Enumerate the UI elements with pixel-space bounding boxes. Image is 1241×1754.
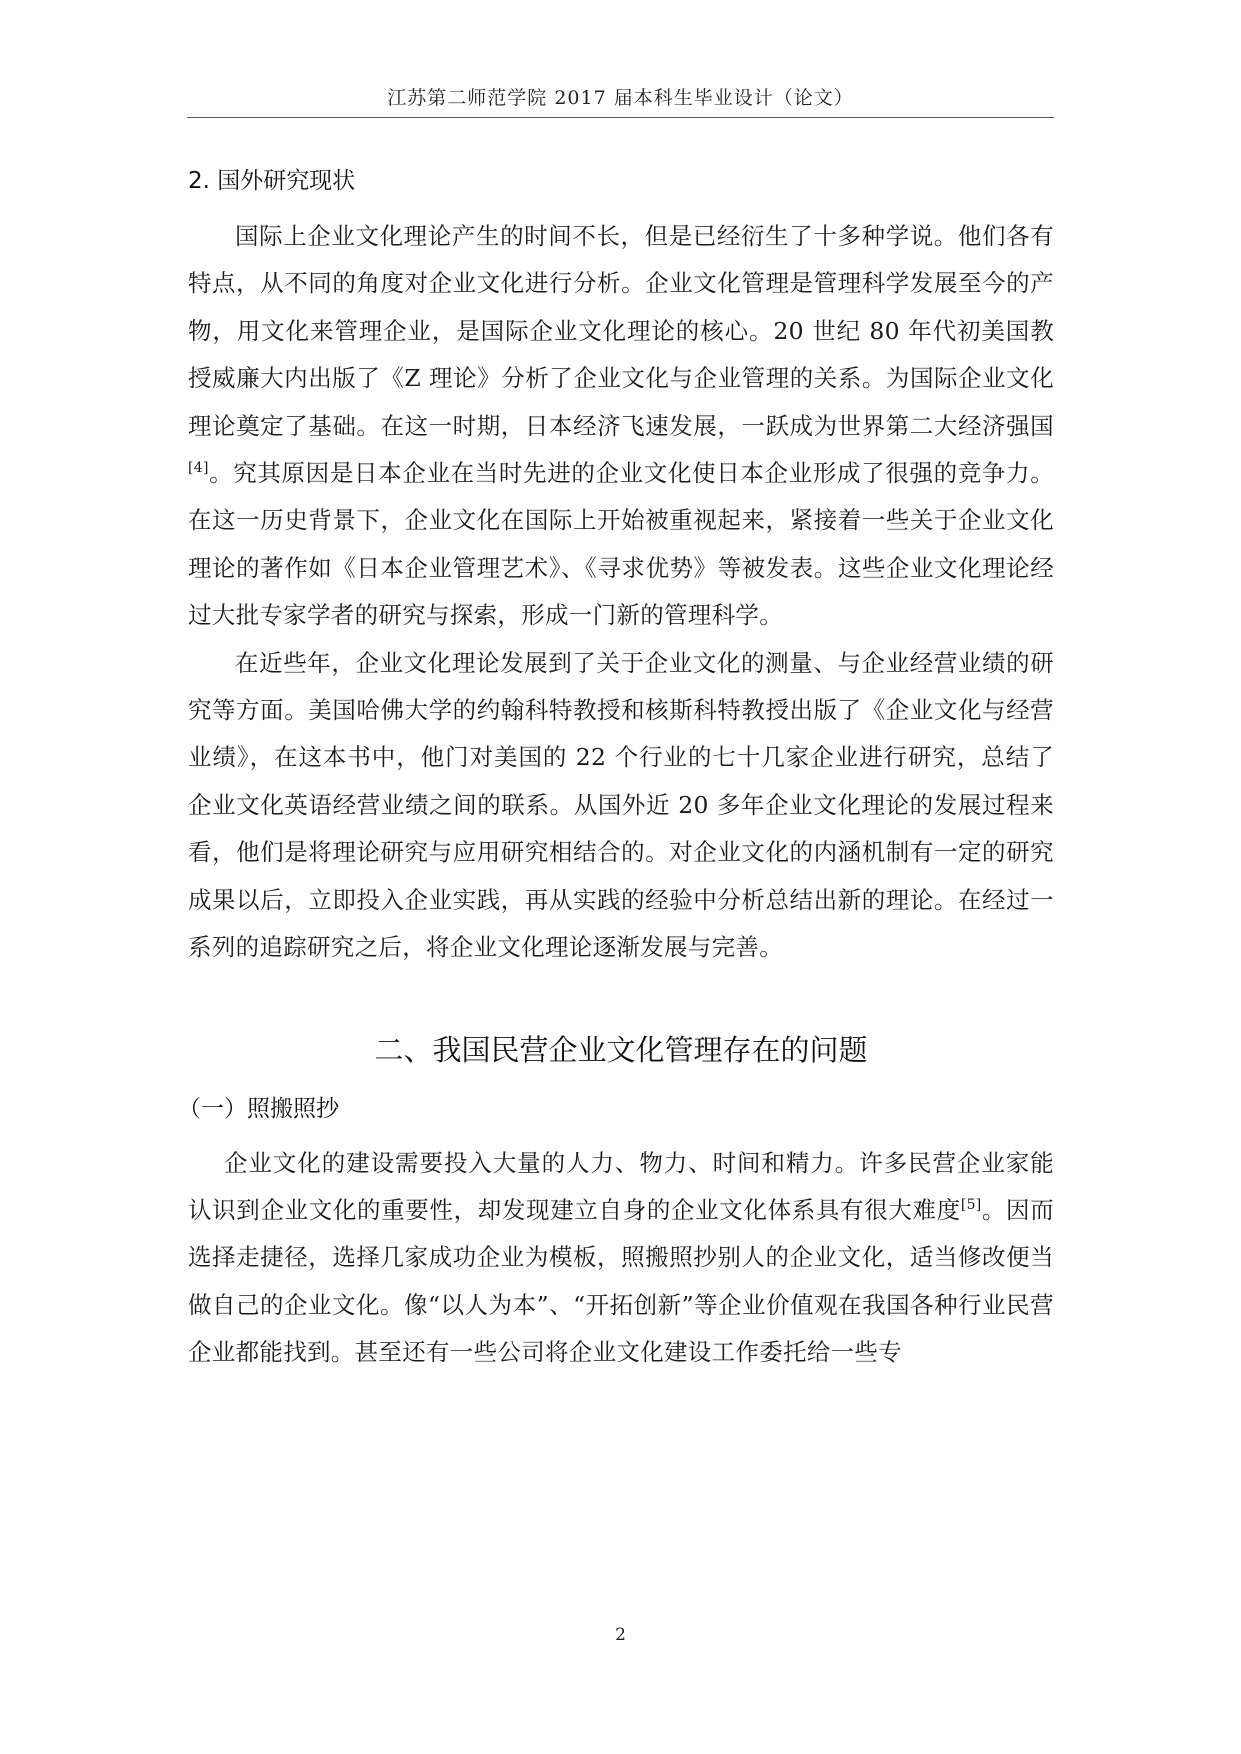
paragraph-foreign-2: 在近些年，企业文化理论发展到了关于企业文化的测量、与企业经营业绩的研究等方面。美国哈佛大学的约翰科特教授和核斯科特教授出版了《企业文化与经营业绩》，在这本书中，他门对美国的 22 个行业的七十几家企业进行研究，总结了企业文化英语经营业绩之间的联系。从国外近 20 多年企业文化理论的发展过程来看，他们是将理论研究与应用研究相结合的。对企业文化的内涵机制有一定的研究成果以后，立即投入企业实践，再从实践的经验中分析总结出新的理论。在经过一系列的追踪研究之后，将企业文化理论逐渐发展与完善。 (188, 648, 1054, 962)
paragraph-text: 。究其原因是日本企业在当时先进的企业文化使日本企业形成了很强的竞争力。在这一历史背景下，企业文化在国际上开始被重视起来，紧接着一些关于企业文化理论的著作如《日本企业管理艺术》、《寻求优势》等被发表。这些企业文化理论经过大批专家学者的研究与探索，形成一门新的管理科学。 (188, 459, 1054, 630)
chapter-title: 二、我国民营企业文化管理存在的问题 (374, 1032, 868, 1067)
section-heading-copying: （一）照搬照抄 (178, 1095, 339, 1122)
page-content (178, 165, 1054, 1377)
paragraph-text: 。因而选择走捷径，选择几家成功企业为模板，照搬照抄别人的企业文化，适当修改便当做自己的企业文化。像“以人为本”、“开拓创新”等企业价值观在我国各种行业民营企业都能找到。甚至还有一些公司将企业文化建设工作委托给一些专 (188, 1195, 1054, 1367)
paragraph-copying-1 (188, 1140, 1054, 1377)
citation-ref: [5] (960, 1197, 982, 1214)
page-number: 2 (615, 1625, 626, 1645)
paragraph-foreign-1 (188, 213, 1054, 640)
header-divider (187, 117, 1054, 118)
section-heading-foreign-research: 2. 国外研究现状 (188, 168, 356, 194)
page-header: 江苏第二师范学院 2017 届本科生毕业设计（论文） (387, 87, 854, 109)
citation-ref: [4] (188, 460, 209, 477)
paragraph-text: 企业文化的建设需要投入大量的人力、物力、时间和精力。许多民营企业家能认识到企业文化的重要性，却发现建立自身的企业文化体系具有很大难度 (188, 1148, 1054, 1224)
paragraph-text: 国际上企业文化理论产生的时间不长，但是已经衍生了十多种学说。他们各有特点，从不同的角度对企业文化进行分析。企业文化管理是管理科学发展至今的产物，用文化来管理企业，是国际企业文化理论的核心。20 世纪 80 年代初美国教授威廉大内出版了《Z 理论》分析了企业文化与企业管理的关系。为国际企业文化理论奠定了基础。在这一时期，日本经济飞速发展，一跃成为世界第二大经济强国 (188, 222, 1054, 440)
